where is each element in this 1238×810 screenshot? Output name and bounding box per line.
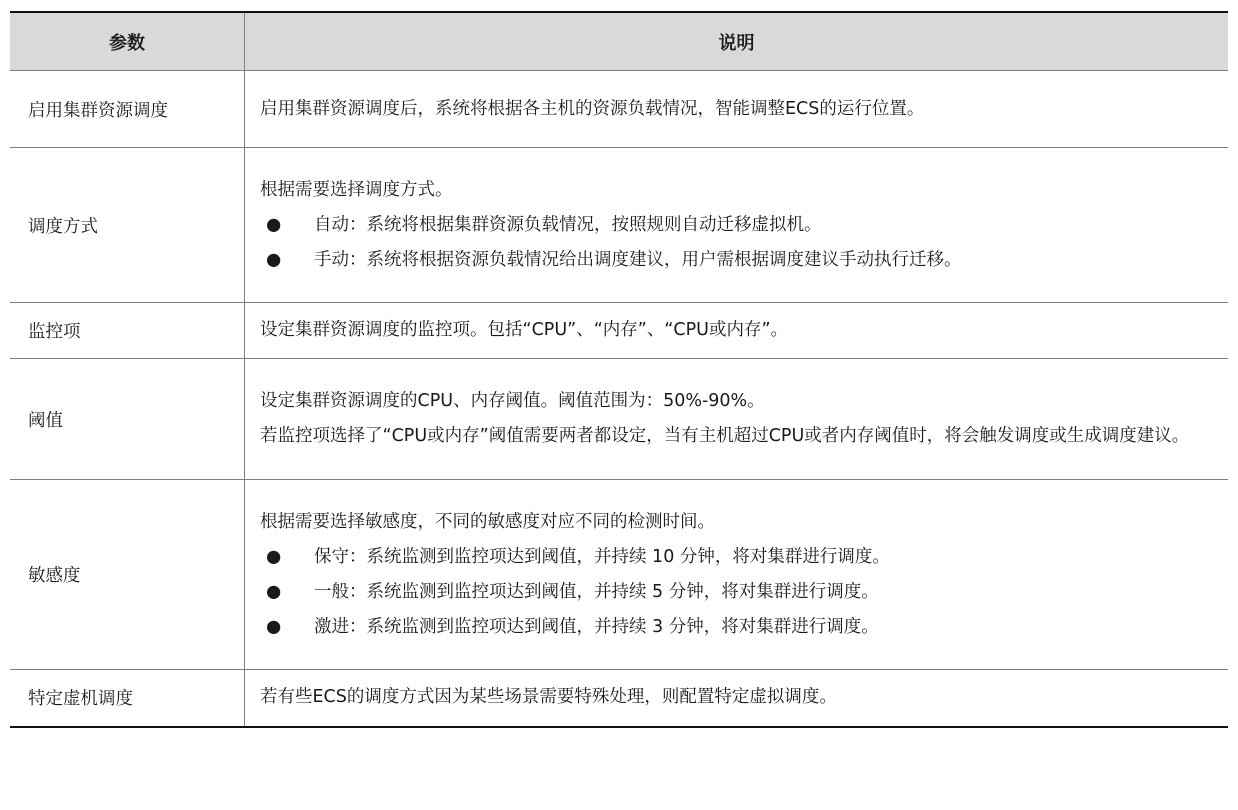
desc-cell xyxy=(245,670,1229,727)
param-cell: 调度方式 xyxy=(10,148,245,303)
bullet-item xyxy=(260,580,1214,605)
table-row xyxy=(10,148,1228,303)
param-cell: 监控项 xyxy=(10,303,245,359)
table-row xyxy=(10,480,1228,670)
bullet-text: 自动：系统将根据集群资源负载情况，按照规则自动迁移虚拟机。 xyxy=(314,214,822,235)
param-cell: 特定虚机调度 xyxy=(10,670,245,727)
header-param: 参数 xyxy=(10,12,245,71)
table-row xyxy=(10,71,1228,148)
desc-cell xyxy=(245,71,1229,148)
desc-paragraph: 若有些ECS的调度方式因为某些场景需要特殊处理，则配置特定虚拟调度。 xyxy=(260,687,837,708)
bullet-dot-icon: ● xyxy=(266,546,282,567)
table-row xyxy=(10,670,1228,727)
bullet-text: 激进：系统监测到监控项达到阈值，并持续 3 分钟，将对集群进行调度。 xyxy=(314,616,879,637)
bullet-dot-icon: ● xyxy=(266,249,282,270)
desc-cell xyxy=(245,148,1229,303)
desc-paragraph: 设定集群资源调度的监控项。包括“CPU”、“内存”、“CPU或内存”。 xyxy=(260,320,789,340)
bullet-dot-icon: ● xyxy=(266,214,282,235)
desc-paragraph: 根据需要选择调度方式。 xyxy=(260,179,453,200)
bullet-item xyxy=(260,615,1214,640)
table-row xyxy=(10,359,1228,480)
desc-paragraph: 若监控项选择了“CPU或内存”阈值需要两者都设定，当有主机超过CPU或者内存阈值时，将会触发调度或生成调度建议。 xyxy=(260,426,1190,446)
desc-paragraph: 启用集群资源调度后，系统将根据各主机的资源负载情况，智能调整ECS的运行位置。 xyxy=(260,98,925,119)
param-cell: 敏感度 xyxy=(10,480,245,670)
bullet-dot-icon: ● xyxy=(266,616,282,637)
desc-paragraph: 根据需要选择敏感度，不同的敏感度对应不同的检测时间。 xyxy=(260,511,715,532)
header-desc: 说明 xyxy=(245,12,1229,71)
table-row xyxy=(10,303,1228,359)
bullet-text: 手动：系统将根据资源负载情况给出调度建议，用户需根据调度建议手动执行迁移。 xyxy=(314,249,962,270)
desc-cell xyxy=(245,359,1229,480)
table-header-row xyxy=(10,12,1228,71)
bullet-text: 保守：系统监测到监控项达到阈值，并持续 10 分钟，将对集群进行调度。 xyxy=(314,546,890,567)
bullet-text: 一般：系统监测到监控项达到阈值，并持续 5 分钟，将对集群进行调度。 xyxy=(314,581,879,602)
bullet-item xyxy=(260,248,1214,273)
desc-paragraph: 设定集群资源调度的CPU、内存阈值。阈值范围为：50%-90%。 xyxy=(260,391,765,411)
param-cell: 启用集群资源调度 xyxy=(10,71,245,148)
bullet-dot-icon: ● xyxy=(266,581,282,602)
desc-cell xyxy=(245,303,1229,359)
param-cell: 阈值 xyxy=(10,359,245,480)
desc-cell xyxy=(245,480,1229,670)
bullet-item xyxy=(260,213,1214,238)
bullet-item xyxy=(260,545,1214,570)
parameter-table xyxy=(10,11,1228,728)
